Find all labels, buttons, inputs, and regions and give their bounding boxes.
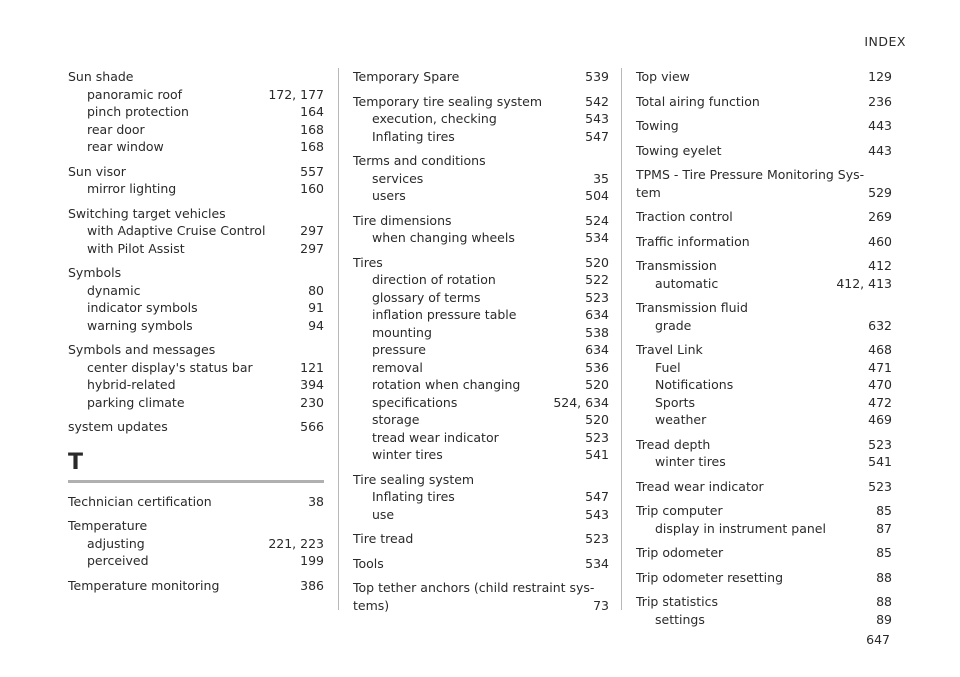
sub-entry-term: Inflating tires <box>372 128 455 144</box>
sub-entry-term: specifications <box>372 394 458 410</box>
sub-entry <box>68 376 324 394</box>
entry-term: Tread wear indicator <box>636 478 764 494</box>
entry-page: 468 <box>868 342 892 357</box>
entry-page: 566 <box>300 419 324 434</box>
sub-entry-page: 523 <box>585 429 609 445</box>
sub-entry-page: 543 <box>585 111 609 126</box>
entry-term: Traffic information <box>636 233 750 249</box>
index-entry <box>636 93 892 111</box>
index-entry <box>68 163 324 198</box>
sub-entry <box>68 121 324 139</box>
sub-entry-term: automatic <box>655 275 719 291</box>
entry-page: 38 <box>308 493 324 509</box>
sub-entry <box>636 520 892 538</box>
sub-entry-page: 634 <box>585 342 609 357</box>
entry-term: Temperature monitoring <box>68 577 220 593</box>
entry-term: Transmission <box>636 258 717 273</box>
sub-entry-term: settings <box>655 611 705 627</box>
sub-entry-term: panoramic roof <box>87 86 183 102</box>
sub-entry-term: tread wear indicator <box>372 429 499 445</box>
sub-entry-page: 543 <box>585 506 609 522</box>
sub-entry-page: 547 <box>585 128 609 144</box>
entry-page: 529 <box>868 184 892 200</box>
sub-entry-term: display in instrument panel <box>655 520 826 536</box>
entry-list <box>68 68 324 436</box>
entry-term: Towing <box>636 118 679 133</box>
entry-term: system updates <box>68 419 168 434</box>
sub-entry-term: center display's status bar <box>87 359 253 375</box>
sub-entry-term: storage <box>372 412 420 427</box>
index-entry <box>353 93 609 146</box>
sub-entry-page: 297 <box>300 223 324 238</box>
sub-entry-term: use <box>372 506 395 522</box>
sub-entry-page: 524, 634 <box>553 394 609 410</box>
sub-entry-page: 472 <box>868 394 892 410</box>
sub-entry <box>68 359 324 377</box>
sub-entry-term: with Adaptive Cruise Control <box>87 223 266 238</box>
sub-entry <box>68 552 324 570</box>
sub-entry <box>353 394 609 412</box>
sub-entry <box>68 317 324 335</box>
sub-entry <box>353 229 609 247</box>
sub-entry-term: services <box>372 170 424 186</box>
sub-entry <box>68 535 324 553</box>
sub-entry <box>353 488 609 506</box>
index-entry <box>636 166 892 201</box>
entry-term: Terms and conditions <box>353 153 486 168</box>
sub-entry <box>68 282 324 300</box>
sub-entry-term: weather <box>655 412 707 427</box>
sub-entry <box>353 324 609 342</box>
entry-term: Tire sealing system <box>353 471 475 487</box>
sub-entry-term: glossary of terms <box>372 289 481 305</box>
entry-page: 523 <box>585 531 609 546</box>
entry-term: Towing eyelet <box>636 142 722 158</box>
sub-entry <box>353 506 609 524</box>
index-entry <box>353 152 609 205</box>
entry-term: Temporary Spare <box>353 69 460 84</box>
index-entry <box>68 517 324 570</box>
sub-entry-term: when changing wheels <box>372 230 515 245</box>
sub-entry <box>636 317 892 335</box>
sub-entry-term: direction of rotation <box>372 272 496 287</box>
sub-entry-page: 541 <box>585 447 609 462</box>
sub-entry <box>353 341 609 359</box>
entry-page: 523 <box>868 436 892 452</box>
entry-term: Top tether anchors (child restraint sys- <box>353 580 595 595</box>
sub-entry-term: pinch protection <box>87 104 189 119</box>
sub-entry-page: 634 <box>585 307 609 322</box>
sub-entry-term: mirror lighting <box>87 181 177 196</box>
sub-entry <box>68 138 324 156</box>
entry-term: Sun shade <box>68 69 134 84</box>
entry-term: Trip computer <box>636 503 723 518</box>
page-header-title: INDEX <box>864 34 906 49</box>
index-entry <box>636 341 892 429</box>
sub-entry-page: 164 <box>300 104 324 119</box>
sub-entry-page: 471 <box>868 359 892 375</box>
sub-entry-page: 230 <box>300 394 324 410</box>
sub-entry-page: 94 <box>308 317 324 333</box>
sub-entry-term: pressure <box>372 342 426 357</box>
sub-entry <box>636 453 892 471</box>
sub-entry-term: Inflating tires <box>372 489 455 504</box>
index-entry <box>636 68 892 86</box>
sub-entry-page: 121 <box>300 359 324 375</box>
entry-term: Tire dimensions <box>353 212 452 228</box>
sub-entry-page: 412, 413 <box>836 275 892 291</box>
index-entry <box>68 264 324 334</box>
entry-term: Tools <box>353 555 384 571</box>
entry-page: 129 <box>868 69 892 84</box>
entry-term: Sun visor <box>68 163 126 179</box>
index-entry <box>636 478 892 496</box>
entry-term: Trip statistics <box>636 594 719 609</box>
entry-page: 443 <box>868 142 892 158</box>
column-divider <box>621 68 622 610</box>
sub-entry-page: 199 <box>300 553 324 568</box>
sub-entry-term: execution, checking <box>372 111 497 126</box>
entry-page: 85 <box>876 503 892 518</box>
sub-entry-page: 520 <box>585 412 609 427</box>
entry-term: Trip odometer resetting <box>636 569 784 585</box>
sub-entry-page: 87 <box>876 520 892 536</box>
sub-entry-page: 504 <box>585 188 609 203</box>
sub-entry-page: 221, 223 <box>268 535 324 551</box>
index-entry <box>636 569 892 587</box>
sub-entry-term: Fuel <box>655 359 681 375</box>
entry-page: 269 <box>868 209 892 224</box>
index-entry <box>636 502 892 537</box>
sub-entry <box>68 86 324 104</box>
sub-entry-page: 520 <box>585 377 609 392</box>
sub-entry-page: 534 <box>585 230 609 245</box>
index-entry <box>353 579 609 614</box>
entry-list <box>68 493 324 595</box>
sub-entry <box>353 170 609 188</box>
sub-entry <box>353 446 609 464</box>
sub-entry <box>353 306 609 324</box>
sub-entry <box>353 110 609 128</box>
entry-term: Technician certification <box>68 493 212 509</box>
sub-entry-term: rear window <box>87 139 164 154</box>
index-entry <box>636 436 892 471</box>
entry-term: Total airing function <box>636 93 760 109</box>
sub-entry-term: mounting <box>372 324 432 340</box>
sub-entry-page: 91 <box>308 300 324 315</box>
sub-entry-term: rear door <box>87 121 145 137</box>
index-entry <box>353 471 609 524</box>
entry-term: Tires <box>353 254 383 270</box>
sub-entry-page: 89 <box>876 611 892 627</box>
sub-entry-term: with Pilot Assist <box>87 240 185 256</box>
index-entry <box>68 577 324 595</box>
sub-entry-page: 172, 177 <box>268 86 324 102</box>
sub-entry-term: parking climate <box>87 394 185 410</box>
entry-list <box>636 208 892 628</box>
sub-entry-term: dynamic <box>87 282 141 298</box>
index-entry <box>353 530 609 548</box>
index-entry <box>68 341 324 411</box>
index-entry <box>353 212 609 247</box>
entry-page: 88 <box>876 594 892 609</box>
sub-entry <box>353 376 609 394</box>
sub-entry <box>68 299 324 317</box>
sub-entry <box>636 611 892 629</box>
sub-entry-term: removal <box>372 359 423 375</box>
sub-entry <box>636 411 892 429</box>
sub-entry-term: winter tires <box>655 454 726 469</box>
sub-entry-term: inflation pressure table <box>372 307 517 322</box>
sub-entry <box>353 187 609 205</box>
entry-page: 534 <box>585 555 609 571</box>
sub-entry-page: 538 <box>585 324 609 340</box>
letter-section-header <box>68 450 324 483</box>
index-entry <box>353 555 609 573</box>
entry-term: Traction control <box>636 209 733 224</box>
sub-entry-page: 541 <box>868 454 892 469</box>
index-entry <box>636 142 892 160</box>
entry-term: Temperature <box>68 518 148 533</box>
entry-term: Transmission fluid <box>636 300 748 315</box>
entry-page: 386 <box>300 577 324 593</box>
sub-entry <box>68 180 324 198</box>
index-entry <box>68 68 324 156</box>
section-divider <box>68 480 324 483</box>
entry-page: 557 <box>300 163 324 179</box>
sub-entry-term: Sports <box>655 394 696 410</box>
entry-page: 520 <box>585 254 609 270</box>
sub-entry-page: 80 <box>308 282 324 298</box>
sub-entry-term: grade <box>655 317 692 333</box>
sub-entry-term: rotation when changing <box>372 377 521 392</box>
entry-page: 412 <box>868 258 892 273</box>
index-entry <box>68 493 324 511</box>
sub-entry-page: 168 <box>300 121 324 137</box>
entry-term: Travel Link <box>636 342 703 357</box>
sub-entry <box>636 394 892 412</box>
index-entry <box>353 254 609 464</box>
sub-entry <box>353 128 609 146</box>
page-number: 647 <box>866 632 890 647</box>
sub-entry-page: 547 <box>585 489 609 504</box>
sub-entry <box>636 376 892 394</box>
entry-page: 542 <box>585 93 609 109</box>
sub-entry <box>353 411 609 429</box>
entry-page: 539 <box>585 69 609 84</box>
entry-list <box>353 68 609 572</box>
entry-term: Top view <box>636 69 690 84</box>
index-entry <box>636 544 892 562</box>
sub-entry-page: 297 <box>300 240 324 256</box>
entry-page: 236 <box>868 93 892 109</box>
sub-entry-page: 522 <box>585 272 609 287</box>
entry-page: 85 <box>876 545 892 560</box>
sub-entry-page: 394 <box>300 377 324 392</box>
sub-entry <box>353 271 609 289</box>
index-entry <box>68 418 324 436</box>
sub-entry-term: perceived <box>87 553 149 568</box>
sub-entry <box>353 359 609 377</box>
sub-entry-page: 470 <box>868 377 892 392</box>
sub-entry-term: adjusting <box>87 535 145 551</box>
entry-page: 523 <box>868 478 892 494</box>
index-column-1 <box>68 68 324 601</box>
index-entry <box>636 257 892 292</box>
index-entry <box>636 593 892 628</box>
sub-entry <box>636 359 892 377</box>
entry-term-continued: tem <box>636 184 661 200</box>
column-divider <box>338 68 339 610</box>
index-entry <box>636 299 892 334</box>
sub-entry-page: 168 <box>300 139 324 154</box>
sub-entry <box>68 240 324 258</box>
sub-entry <box>68 394 324 412</box>
sub-entry <box>636 275 892 293</box>
entry-term: Temporary tire sealing system <box>353 93 543 109</box>
entry-term-continued: tems) <box>353 597 390 613</box>
entry-page: 524 <box>585 212 609 228</box>
sub-entry <box>353 429 609 447</box>
index-entry <box>353 68 609 86</box>
sub-entry-term: winter tires <box>372 447 443 462</box>
index-entry <box>68 205 324 258</box>
sub-entry-page: 523 <box>585 289 609 305</box>
index-column-3 <box>636 68 892 635</box>
sub-entry-page: 632 <box>868 317 892 333</box>
entry-term: Trip odometer <box>636 545 724 560</box>
section-letter: T <box>68 449 84 475</box>
sub-entry <box>68 103 324 121</box>
entry-page: 73 <box>593 597 609 613</box>
sub-entry-term: hybrid-related <box>87 377 176 392</box>
sub-entry-page: 536 <box>585 359 609 375</box>
entry-term: Switching target vehicles <box>68 205 226 221</box>
sub-entry-term: users <box>372 188 406 203</box>
sub-entry-term: warning symbols <box>87 317 193 333</box>
index-column-2 <box>353 68 609 621</box>
sub-entry-page: 160 <box>300 181 324 196</box>
index-entry <box>636 208 892 226</box>
entry-term: Tread depth <box>636 436 711 452</box>
sub-entry-term: Notifications <box>655 377 734 392</box>
entry-term: TPMS - Tire Pressure Monitoring Sys- <box>636 167 865 182</box>
entry-page: 460 <box>868 233 892 249</box>
sub-entry-term: indicator symbols <box>87 300 198 315</box>
entry-term: Symbols and messages <box>68 342 216 357</box>
sub-entry-page: 35 <box>593 170 609 186</box>
entry-term: Tire tread <box>353 531 414 546</box>
entry-list <box>636 68 892 159</box>
sub-entry <box>353 289 609 307</box>
entry-page: 88 <box>876 569 892 585</box>
index-entry <box>636 233 892 251</box>
sub-entry <box>68 222 324 240</box>
index-entry <box>636 117 892 135</box>
sub-entry-page: 469 <box>868 412 892 427</box>
entry-page: 443 <box>868 118 892 133</box>
entry-term: Symbols <box>68 265 122 280</box>
